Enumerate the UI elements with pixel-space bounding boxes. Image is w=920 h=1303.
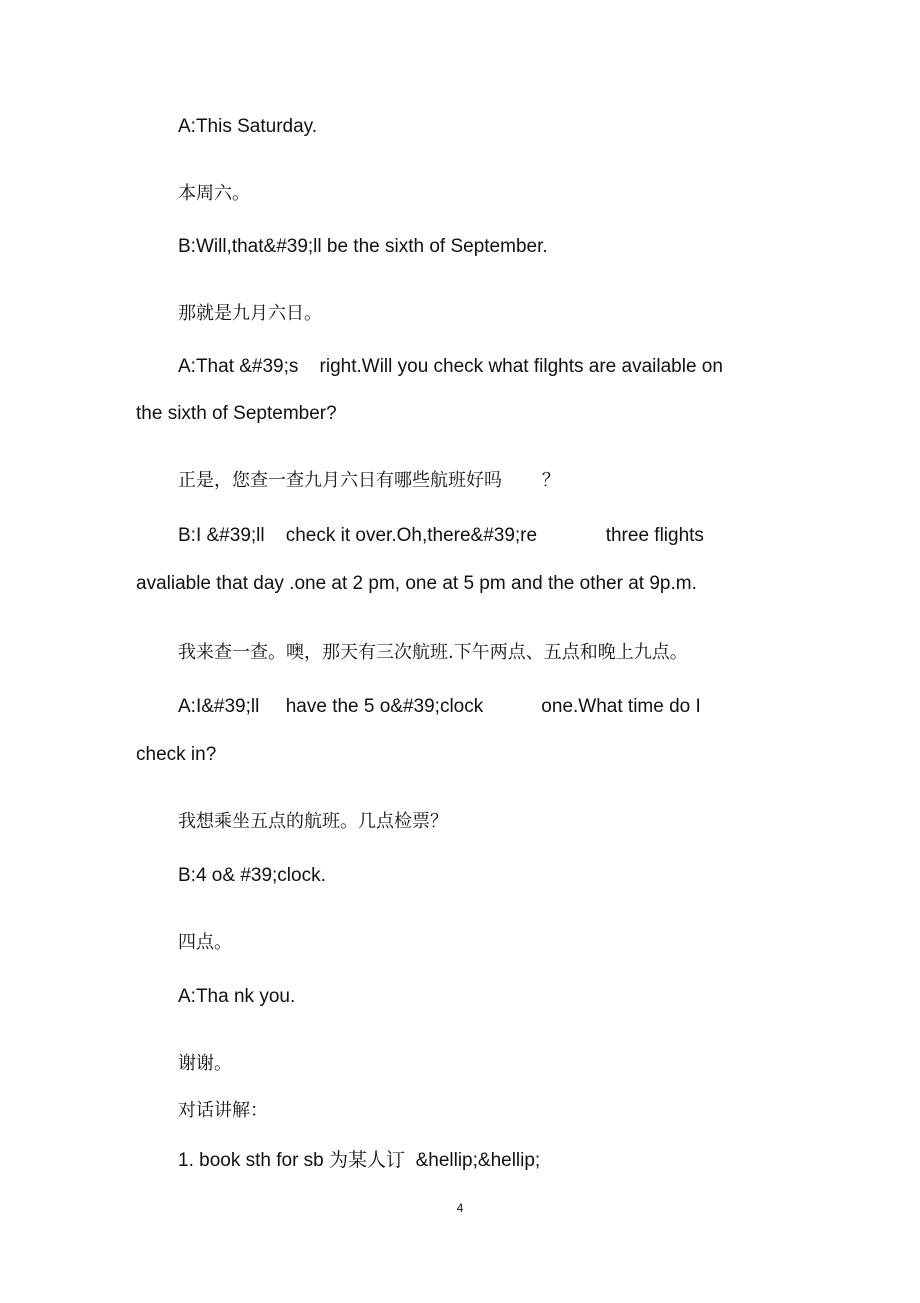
translation-line-4: 我来查一查。噢，那天有三次航班.下午两点、五点和晚上九点。 (178, 642, 688, 663)
dialogue-line-b3: B:4 o& #39;clock. (178, 865, 326, 886)
section-heading-explanation: 对话讲解： (178, 1100, 268, 1121)
page-number: 4 (456, 1201, 464, 1215)
dialogue-line-a3: A:I&#39;ll have the 5 o&#39;clock one.What time do I (178, 696, 701, 717)
dialogue-line-a2-continued: the sixth of September? (136, 403, 337, 424)
translation-line-3: 正是，您查一查九月六日有哪些航班好吗 ？ (178, 470, 561, 491)
translation-line-7: 谢谢。 (178, 1053, 232, 1074)
translation-line-6: 四点。 (178, 932, 232, 953)
dialogue-line-a4: A:Tha nk you. (178, 986, 296, 1007)
dialogue-line-a1: A:This Saturday. (178, 116, 318, 137)
dialogue-line-a3-continued: check in? (136, 744, 217, 765)
explanation-item-1: 1. book sth for sb 为某人订 &hellip;&hellip; (178, 1150, 541, 1171)
dialogue-line-a2: A:That &#39;s right.Will you check what filghts are available on (178, 356, 723, 377)
translation-line-2: 那就是九月六日。 (178, 303, 322, 324)
dialogue-line-b2-continued: avaliable that day .one at 2 pm, one at 5 pm and the other at 9p.m. (136, 573, 697, 594)
dialogue-line-b2: B:I &#39;ll check it over.Oh,there&#39;re three flights (178, 525, 704, 546)
translation-line-1: 本周六。 (178, 183, 250, 204)
translation-line-5: 我想乘坐五点的航班。几点检票？ (178, 811, 448, 832)
dialogue-line-b1: B:Will,that&#39;ll be the sixth of September. (178, 236, 548, 257)
